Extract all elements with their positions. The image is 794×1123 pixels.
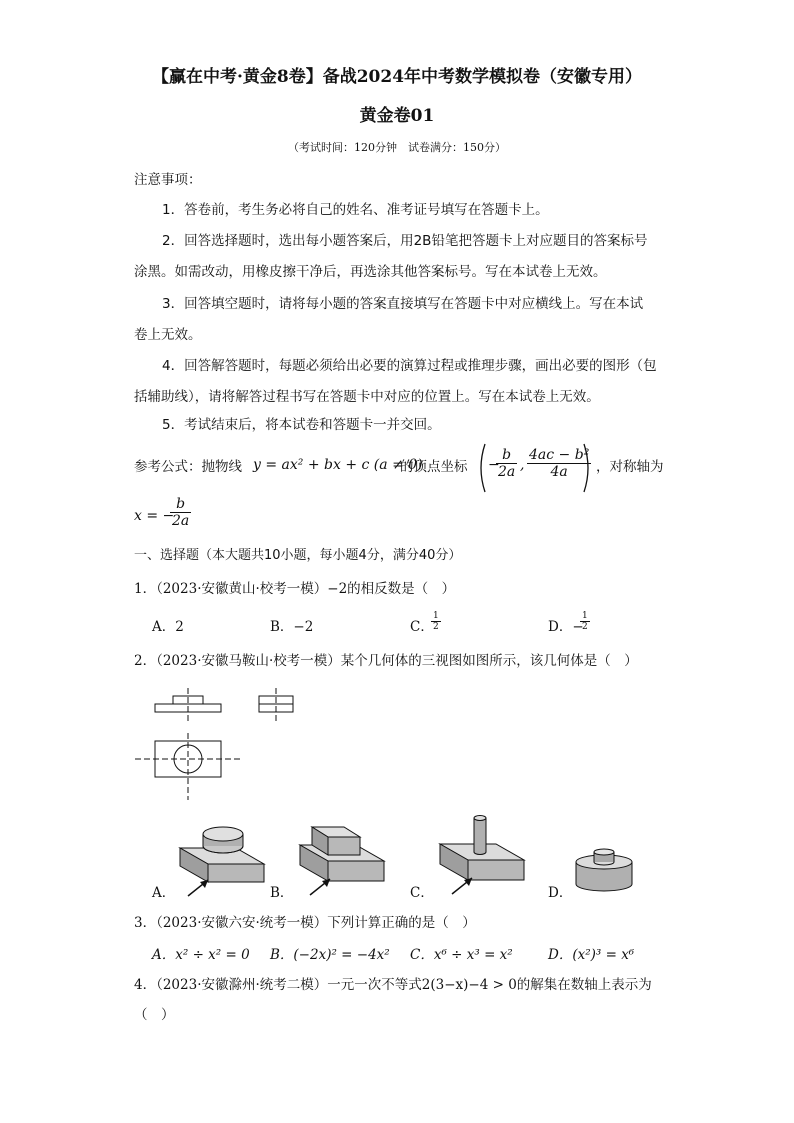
note-2-line1: 2．回答选择题时，选出每小题答案后，用2B铅笔把答题卡上对应题目的答案标号 (162, 233, 648, 249)
note-4-line1: 4．回答解答题时，每题必须给出必要的演算过程或推理步骤，画出必要的图形（包 (162, 358, 657, 374)
q1-c-num: 1 (433, 611, 439, 621)
formula-suffix: ，对称轴为 (596, 459, 664, 475)
vertex-neg-sign: − (488, 457, 500, 473)
q1-d-den: 2 (582, 622, 588, 632)
vertex-comma: , (520, 457, 525, 473)
page-subtitle: 黄金卷01 (359, 106, 435, 126)
q1-d-num: 1 (582, 611, 588, 621)
q3-option-b: B．(−2x)² = −4x² (270, 947, 390, 963)
vertex-y-num: 4ac − b² (529, 447, 590, 463)
notes-heading: 注意事项： (134, 172, 202, 188)
q1-option-c-fraction (431, 611, 441, 632)
question-4-tail: （ ） (134, 1007, 175, 1023)
q2-figure-d (574, 846, 636, 896)
vertex-x-den: 2a (498, 464, 516, 480)
q1-option-d-fraction (580, 611, 590, 632)
question-4-stem: 4．（2023·安徽滁州·统考二模）一元一次不等式2(3−x)−4 > 0的解集在数轴上表示为 (134, 977, 652, 993)
q1-option-a: A．2 (152, 619, 184, 635)
question-2-stem: 2．（2023·安徽马鞍山·校考一模）某个几何体的三视图如图所示，该几何体是（ ） (134, 653, 638, 669)
q3-option-d: D．(x²)³ = x⁶ (548, 947, 635, 963)
page-title: 【赢在中考·黄金8卷】备战2024年中考数学模拟卷（安徽专用） (151, 67, 643, 87)
q2-figure-b (298, 815, 390, 897)
formula-equation: y = ax² + bx + c (a ≠ 0) (253, 457, 423, 473)
note-4-line2: 括辅助线），请将解答过程书写在答题卡中对应的位置上。写在本试卷上无效。 (134, 389, 600, 405)
question-3-stem: 3．（2023·安徽六安·统考一模）下列计算正确的是（ ） (134, 915, 476, 931)
q2-figure-c (438, 808, 530, 898)
q2-option-d: D． (548, 885, 573, 901)
formula-mid: 的顶点坐标 (400, 459, 468, 475)
q2-option-c: C． (410, 885, 434, 901)
vertex-x-num: b (496, 447, 517, 464)
question-1-stem: 1．（2023·安徽黄山·校考一模）−2的相反数是（ ） (134, 581, 456, 597)
axis-fraction (170, 496, 191, 529)
q2-figure-a (178, 820, 270, 898)
note-3-line1: 3．回答填空题时，请将每小题的答案直接填写在答题卡中对应横线上。写在本试 (162, 296, 644, 312)
q1-option-b: B．−2 (270, 619, 314, 635)
axis-num: b (170, 496, 191, 513)
section-heading: 一、选择题（本大题共10小题，每小题4分，满分40分） (134, 548, 462, 563)
three-views-diagram (135, 688, 295, 800)
q3-option-c: C．x⁶ ÷ x³ = x² (410, 947, 513, 963)
note-2-line2: 涂黑。如需改动，用橡皮擦干净后，再选涂其他答案标号。写在本试卷上无效。 (134, 264, 607, 280)
q2-option-b: B． (270, 885, 294, 901)
axis-den: 2a (172, 513, 190, 529)
note-5: 5．考试结束后，将本试卷和答题卡一并交回。 (162, 417, 441, 433)
q3-option-a: A．x² ÷ x² = 0 (152, 947, 250, 963)
q1-option-c-label: C． (410, 619, 434, 635)
vertex-y-den: 4a (550, 464, 568, 480)
exam-info: （考试时间：120分钟 试卷满分：150分） (288, 141, 506, 154)
axis-lhs: x = − (134, 508, 175, 524)
q1-c-den: 2 (433, 622, 439, 632)
vertex-y-fraction (527, 447, 591, 480)
note-3-line2: 卷上无效。 (134, 327, 202, 343)
formula-prefix: 参考公式：抛物线 (134, 459, 242, 475)
q1-option-d-label: D．− (548, 619, 584, 635)
note-1: 1．答卷前，考生务必将自己的姓名、准考证号填写在答题卡上。 (162, 202, 549, 218)
vertex-x-fraction (496, 447, 517, 480)
q2-option-a: A． (152, 885, 176, 901)
